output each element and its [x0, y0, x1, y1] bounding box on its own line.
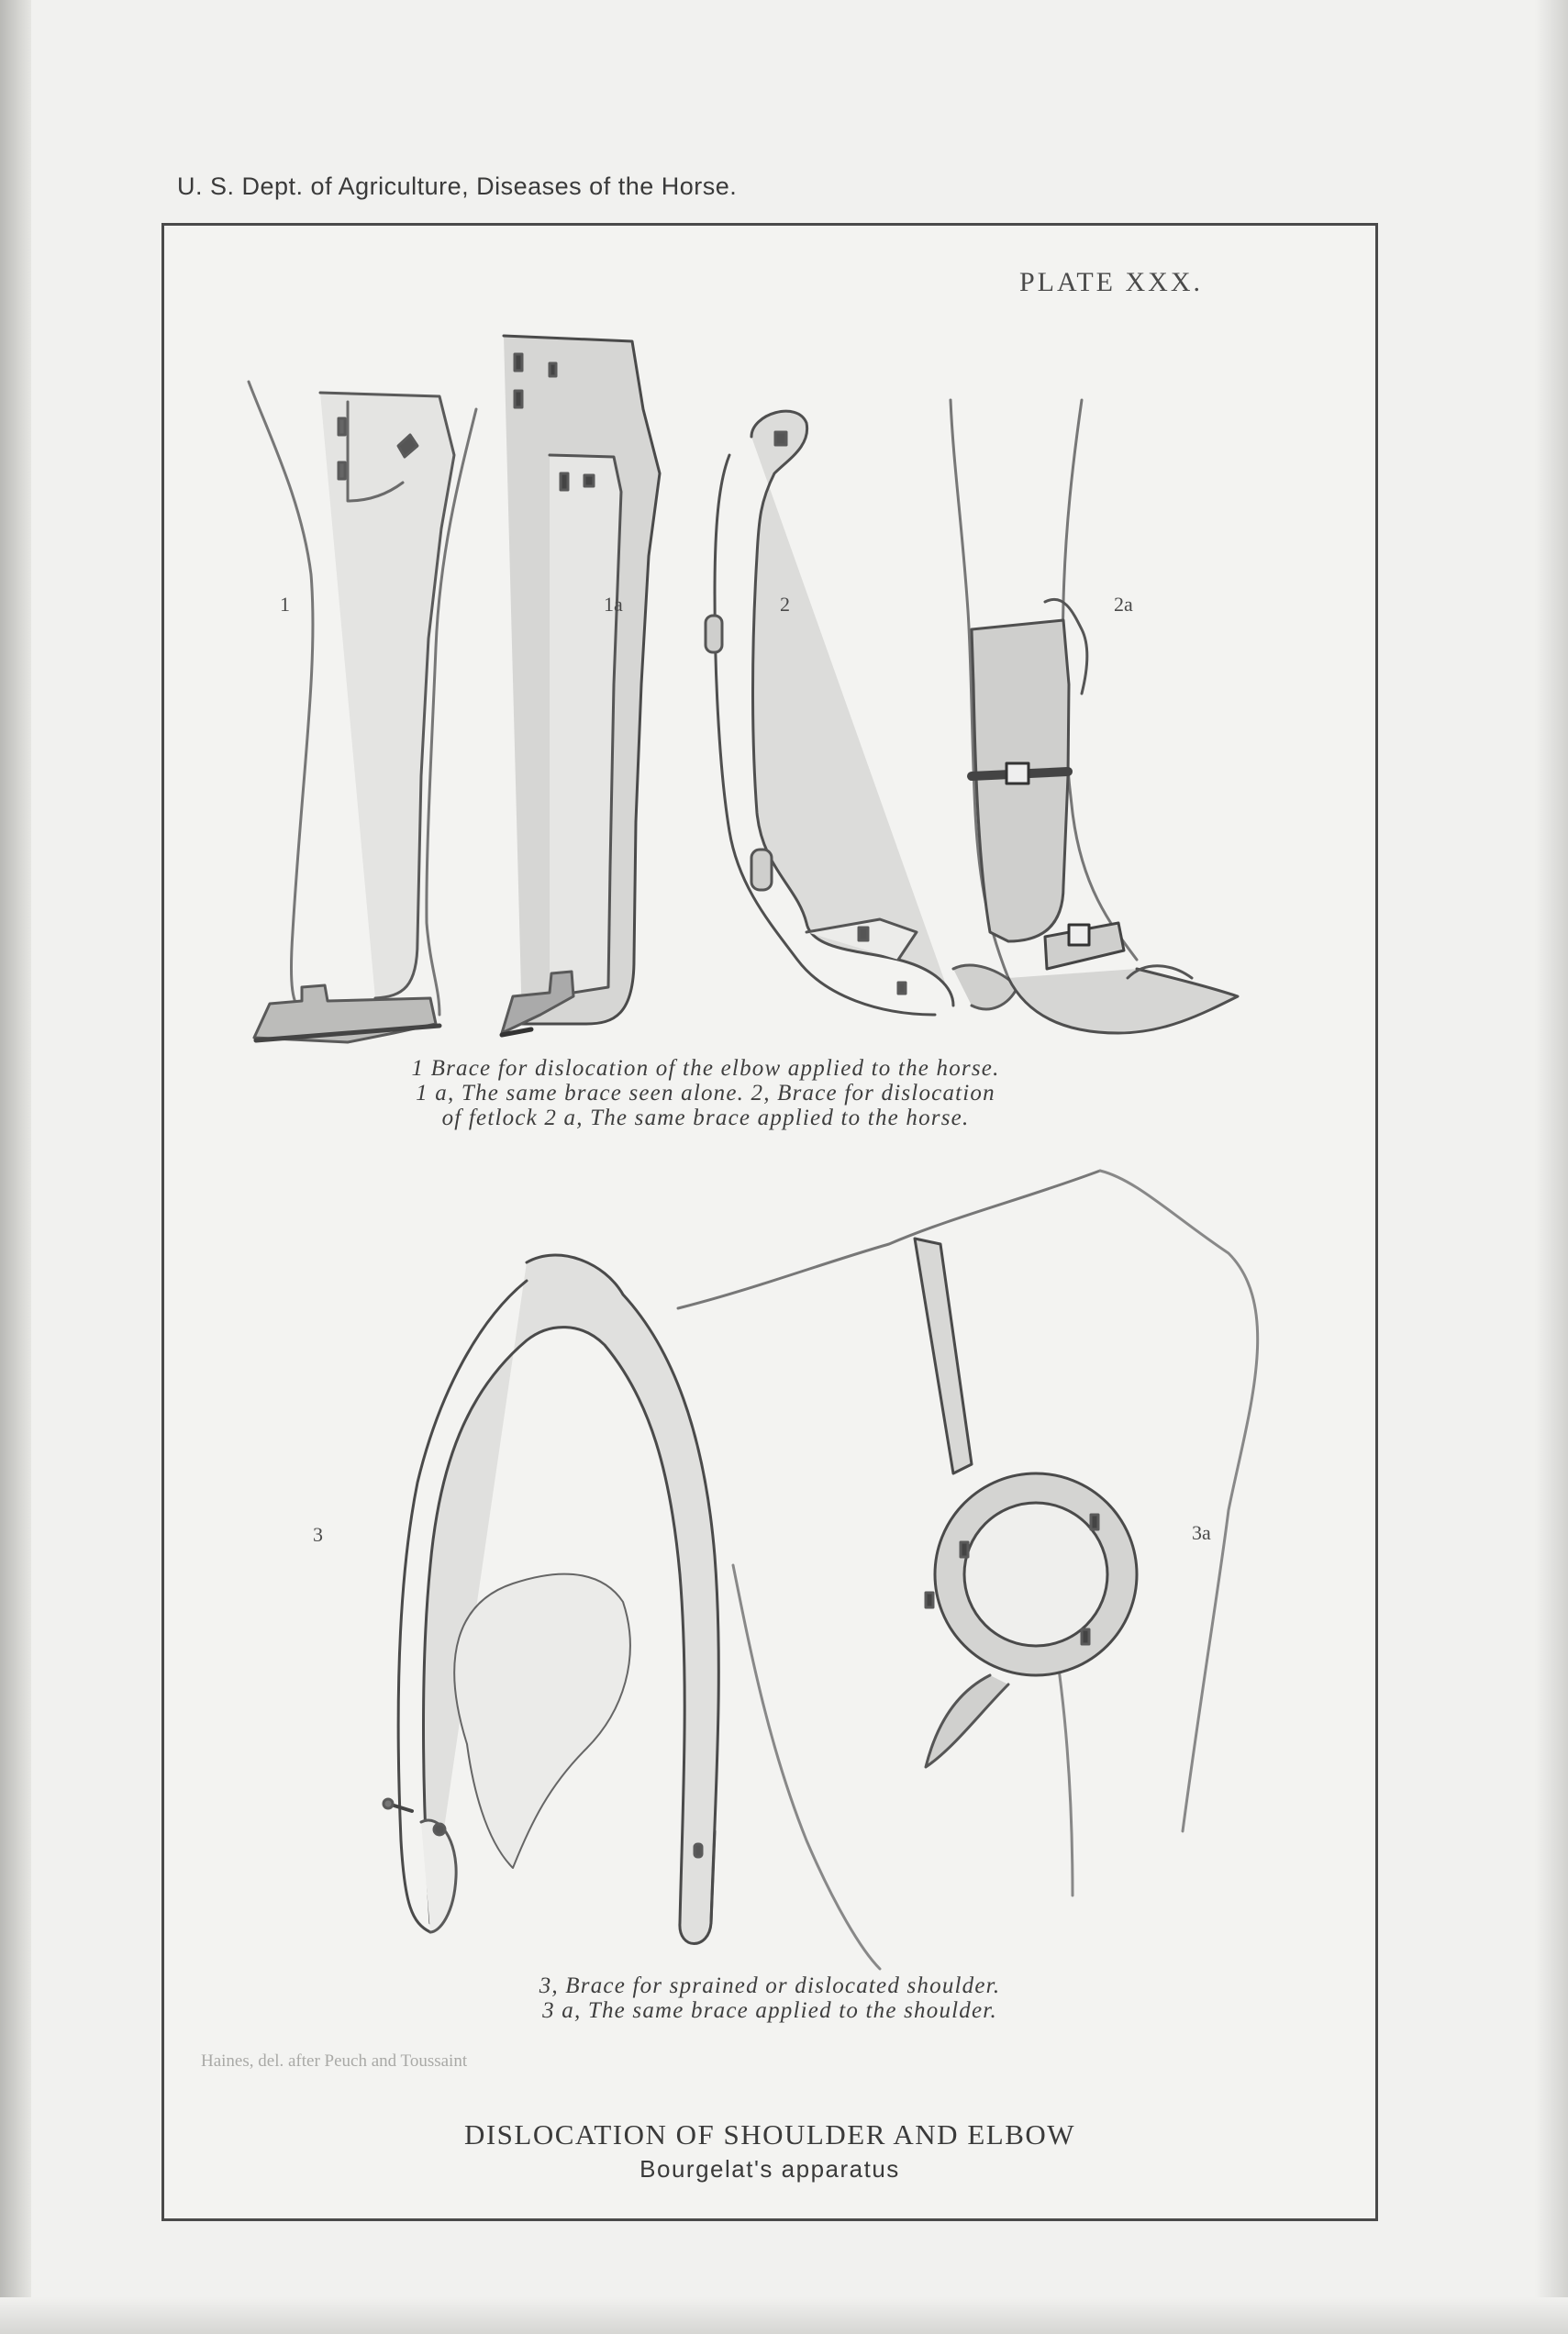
fig-label-2: 2	[780, 593, 790, 616]
fig1-elbow-brace-on-leg	[249, 382, 476, 1042]
plate-subtitle: Bourgelat's apparatus	[639, 2155, 900, 2183]
caption-line: 3, Brace for sprained or dislocated shoulder.	[539, 1973, 1001, 1998]
fig2a-fetlock-brace-on-leg	[951, 400, 1238, 1033]
fig1a-elbow-brace-alone	[502, 336, 660, 1035]
caption-line: 3 a, The same brace applied to the shoulder.	[542, 1998, 997, 2023]
fig-label-3a: 3a	[1192, 1521, 1211, 1544]
caption-figures-1-2	[311, 1056, 1100, 1130]
caption-line: 1 a, The same brace seen alone. 2, Brace for dislocation	[416, 1081, 995, 1106]
plate-illustrations	[164, 226, 1375, 2218]
fig3a-shoulder-brace-on-horse	[678, 1171, 1258, 1969]
page-edge-shadow	[0, 0, 31, 2334]
fig-label-2a: 2a	[1114, 593, 1133, 616]
caption-line: 1 Brace for dislocation of the elbow applied to the horse.	[411, 1056, 1000, 1081]
plate-frame	[161, 223, 1378, 2221]
plate-number: PLATE XXX.	[1019, 267, 1203, 297]
page-edge-shadow-bottom	[0, 2297, 1568, 2334]
caption-figure-3	[421, 1973, 1118, 2023]
fig-label-1a: 1a	[604, 593, 623, 616]
plate-title: DISLOCATION OF SHOULDER AND ELBOW	[463, 2118, 1076, 2151]
fig-label-3: 3	[313, 1523, 323, 1546]
artist-credit: Haines, del. after Peuch and Toussaint	[201, 2051, 468, 2071]
fig3-shoulder-brace-alone	[384, 1255, 718, 1943]
running-head: U. S. Dept. of Agriculture, Diseases of the Horse.	[177, 172, 738, 200]
page-edge-shadow-right	[1535, 0, 1568, 2334]
caption-line: of fetlock 2 a, The same brace applied to the horse.	[441, 1106, 970, 1130]
fig-label-1: 1	[280, 593, 290, 616]
